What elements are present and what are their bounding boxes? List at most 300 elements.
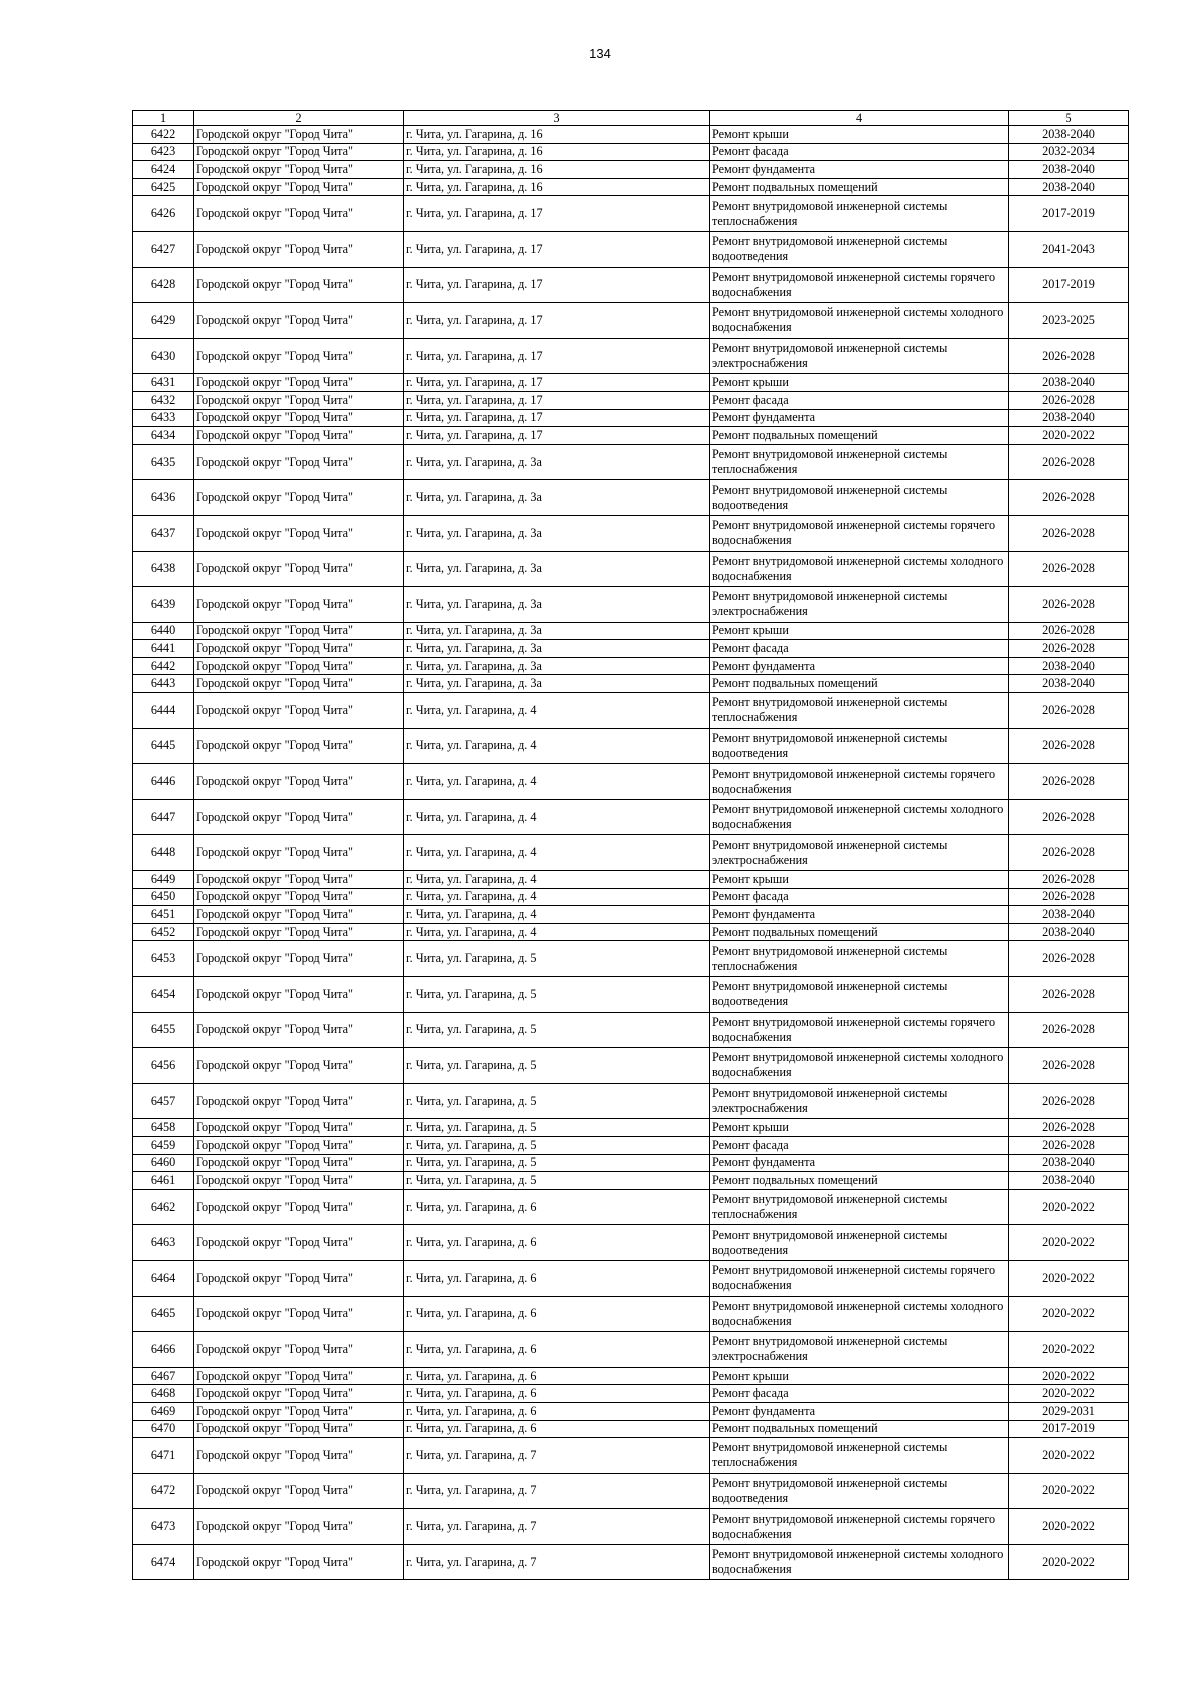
cell-municipality: Городской округ "Город Чита" bbox=[194, 338, 404, 374]
cell-address: г. Чита, ул. Гагарина, д. 7 bbox=[404, 1509, 710, 1545]
cell-municipality: Городской округ "Город Чита" bbox=[194, 640, 404, 658]
table-row bbox=[133, 835, 1129, 871]
cell-work-type: Ремонт фасада bbox=[710, 888, 1009, 906]
cell-address: г. Чита, ул. Гагарина, д. 5 bbox=[404, 941, 710, 977]
cell-municipality: Городской округ "Город Чита" bbox=[194, 1260, 404, 1296]
table-row bbox=[133, 1048, 1129, 1084]
table-row bbox=[133, 871, 1129, 889]
cell-work-type: Ремонт внутридомовой инженерной системы горячего водоснабжения bbox=[710, 1260, 1009, 1296]
table-row bbox=[133, 1438, 1129, 1474]
cell-row-number: 6435 bbox=[133, 444, 194, 480]
cell-period: 2026-2028 bbox=[1009, 515, 1129, 551]
cell-work-type: Ремонт внутридомовой инженерной системы холодного водоснабжения bbox=[710, 799, 1009, 835]
cell-address: г. Чита, ул. Гагарина, д. 4 bbox=[404, 923, 710, 941]
cell-period: 2020-2022 bbox=[1009, 1385, 1129, 1403]
cell-municipality: Городской округ "Город Чита" bbox=[194, 941, 404, 977]
cell-address: г. Чита, ул. Гагарина, д. 7 bbox=[404, 1544, 710, 1580]
table-row bbox=[133, 143, 1129, 161]
cell-municipality: Городской округ "Город Чита" bbox=[194, 480, 404, 516]
table-row bbox=[133, 941, 1129, 977]
cell-row-number: 6443 bbox=[133, 675, 194, 693]
cell-period: 2038-2040 bbox=[1009, 178, 1129, 196]
table-row bbox=[133, 196, 1129, 232]
cell-row-number: 6468 bbox=[133, 1385, 194, 1403]
table-row bbox=[133, 1136, 1129, 1154]
cell-row-number: 6464 bbox=[133, 1260, 194, 1296]
cell-period: 2038-2040 bbox=[1009, 126, 1129, 144]
cell-municipality: Городской округ "Город Чита" bbox=[194, 374, 404, 392]
cell-row-number: 6473 bbox=[133, 1509, 194, 1545]
table-row bbox=[133, 338, 1129, 374]
table-row bbox=[133, 267, 1129, 303]
cell-period: 2038-2040 bbox=[1009, 657, 1129, 675]
cell-address: г. Чита, ул. Гагарина, д. 3а bbox=[404, 622, 710, 640]
cell-municipality: Городской округ "Город Чита" bbox=[194, 267, 404, 303]
cell-work-type: Ремонт крыши bbox=[710, 1367, 1009, 1385]
repair-schedule-table bbox=[132, 110, 1129, 1580]
cell-work-type: Ремонт внутридомовой инженерной системы холодного водоснабжения bbox=[710, 303, 1009, 339]
cell-address: г. Чита, ул. Гагарина, д. 17 bbox=[404, 231, 710, 267]
table-row bbox=[133, 888, 1129, 906]
cell-municipality: Городской округ "Город Чита" bbox=[194, 977, 404, 1013]
cell-work-type: Ремонт внутридомовой инженерной системы водоотведения bbox=[710, 977, 1009, 1013]
cell-work-type: Ремонт внутридомовой инженерной системы электроснабжения bbox=[710, 338, 1009, 374]
cell-municipality: Городской округ "Город Чита" bbox=[194, 515, 404, 551]
cell-row-number: 6453 bbox=[133, 941, 194, 977]
cell-municipality: Городской округ "Город Чита" bbox=[194, 1332, 404, 1368]
cell-address: г. Чита, ул. Гагарина, д. 17 bbox=[404, 267, 710, 303]
cell-work-type: Ремонт внутридомовой инженерной системы электроснабжения bbox=[710, 835, 1009, 871]
cell-work-type: Ремонт внутридомовой инженерной системы водоотведения bbox=[710, 728, 1009, 764]
cell-period: 2026-2028 bbox=[1009, 444, 1129, 480]
cell-row-number: 6431 bbox=[133, 374, 194, 392]
cell-row-number: 6428 bbox=[133, 267, 194, 303]
cell-period: 2038-2040 bbox=[1009, 1172, 1129, 1190]
cell-municipality: Городской округ "Город Чита" bbox=[194, 1385, 404, 1403]
table-row bbox=[133, 391, 1129, 409]
cell-address: г. Чита, ул. Гагарина, д. 3а bbox=[404, 515, 710, 551]
table-row bbox=[133, 799, 1129, 835]
cell-municipality: Городской округ "Город Чита" bbox=[194, 1296, 404, 1332]
cell-municipality: Городской округ "Город Чита" bbox=[194, 888, 404, 906]
cell-row-number: 6427 bbox=[133, 231, 194, 267]
cell-period: 2017-2019 bbox=[1009, 196, 1129, 232]
cell-period: 2041-2043 bbox=[1009, 231, 1129, 267]
cell-address: г. Чита, ул. Гагарина, д. 3а bbox=[404, 657, 710, 675]
cell-address: г. Чита, ул. Гагарина, д. 17 bbox=[404, 374, 710, 392]
cell-municipality: Городской округ "Город Чита" bbox=[194, 728, 404, 764]
table-row bbox=[133, 303, 1129, 339]
cell-period: 2020-2022 bbox=[1009, 1367, 1129, 1385]
header-col-3: 3 bbox=[404, 111, 710, 126]
cell-period: 2020-2022 bbox=[1009, 1260, 1129, 1296]
cell-row-number: 6463 bbox=[133, 1225, 194, 1261]
cell-work-type: Ремонт фундамента bbox=[710, 1402, 1009, 1420]
cell-municipality: Городской округ "Город Чита" bbox=[194, 303, 404, 339]
cell-period: 2026-2028 bbox=[1009, 764, 1129, 800]
cell-address: г. Чита, ул. Гагарина, д. 6 bbox=[404, 1225, 710, 1261]
cell-work-type: Ремонт внутридомовой инженерной системы холодного водоснабжения bbox=[710, 1544, 1009, 1580]
cell-period: 2017-2019 bbox=[1009, 1420, 1129, 1438]
table-row bbox=[133, 1119, 1129, 1137]
cell-work-type: Ремонт внутридомовой инженерной системы теплоснабжения bbox=[710, 941, 1009, 977]
cell-municipality: Городской округ "Город Чита" bbox=[194, 1473, 404, 1509]
cell-municipality: Городской округ "Город Чита" bbox=[194, 391, 404, 409]
cell-row-number: 6471 bbox=[133, 1438, 194, 1474]
cell-address: г. Чита, ул. Гагарина, д. 7 bbox=[404, 1438, 710, 1474]
cell-period: 2026-2028 bbox=[1009, 480, 1129, 516]
cell-row-number: 6447 bbox=[133, 799, 194, 835]
table-body bbox=[133, 126, 1129, 1580]
cell-row-number: 6462 bbox=[133, 1189, 194, 1225]
cell-work-type: Ремонт крыши bbox=[710, 871, 1009, 889]
table-row bbox=[133, 1544, 1129, 1580]
cell-period: 2026-2028 bbox=[1009, 693, 1129, 729]
cell-work-type: Ремонт внутридомовой инженерной системы теплоснабжения bbox=[710, 693, 1009, 729]
cell-work-type: Ремонт внутридомовой инженерной системы горячего водоснабжения bbox=[710, 515, 1009, 551]
cell-work-type: Ремонт фасада bbox=[710, 391, 1009, 409]
cell-municipality: Городской округ "Город Чита" bbox=[194, 1012, 404, 1048]
cell-work-type: Ремонт подвальных помещений bbox=[710, 1420, 1009, 1438]
cell-address: г. Чита, ул. Гагарина, д. 5 bbox=[404, 1119, 710, 1137]
cell-row-number: 6439 bbox=[133, 587, 194, 623]
cell-work-type: Ремонт крыши bbox=[710, 126, 1009, 144]
cell-row-number: 6444 bbox=[133, 693, 194, 729]
cell-municipality: Городской округ "Город Чита" bbox=[194, 657, 404, 675]
cell-address: г. Чита, ул. Гагарина, д. 5 bbox=[404, 1012, 710, 1048]
cell-period: 2032-2034 bbox=[1009, 143, 1129, 161]
header-col-4: 4 bbox=[710, 111, 1009, 126]
cell-row-number: 6456 bbox=[133, 1048, 194, 1084]
cell-period: 2026-2028 bbox=[1009, 1048, 1129, 1084]
cell-municipality: Городской округ "Город Чита" bbox=[194, 764, 404, 800]
cell-row-number: 6449 bbox=[133, 871, 194, 889]
cell-row-number: 6467 bbox=[133, 1367, 194, 1385]
cell-address: г. Чита, ул. Гагарина, д. 17 bbox=[404, 338, 710, 374]
table-row bbox=[133, 728, 1129, 764]
cell-row-number: 6472 bbox=[133, 1473, 194, 1509]
cell-address: г. Чита, ул. Гагарина, д. 5 bbox=[404, 1172, 710, 1190]
cell-municipality: Городской округ "Город Чита" bbox=[194, 427, 404, 445]
cell-row-number: 6466 bbox=[133, 1332, 194, 1368]
cell-period: 2026-2028 bbox=[1009, 1012, 1129, 1048]
cell-row-number: 6434 bbox=[133, 427, 194, 445]
cell-period: 2020-2022 bbox=[1009, 1189, 1129, 1225]
table-row bbox=[133, 515, 1129, 551]
table-row bbox=[133, 231, 1129, 267]
cell-row-number: 6455 bbox=[133, 1012, 194, 1048]
cell-work-type: Ремонт внутридомовой инженерной системы водоотведения bbox=[710, 1225, 1009, 1261]
cell-period: 2026-2028 bbox=[1009, 1136, 1129, 1154]
cell-work-type: Ремонт внутридомовой инженерной системы холодного водоснабжения bbox=[710, 1296, 1009, 1332]
table-row bbox=[133, 444, 1129, 480]
cell-municipality: Городской округ "Город Чита" bbox=[194, 906, 404, 924]
cell-row-number: 6452 bbox=[133, 923, 194, 941]
cell-municipality: Городской округ "Город Чита" bbox=[194, 196, 404, 232]
table-row bbox=[133, 480, 1129, 516]
cell-row-number: 6451 bbox=[133, 906, 194, 924]
table-row bbox=[133, 1296, 1129, 1332]
cell-period: 2026-2028 bbox=[1009, 587, 1129, 623]
cell-municipality: Городской округ "Город Чита" bbox=[194, 1402, 404, 1420]
cell-period: 2026-2028 bbox=[1009, 1119, 1129, 1137]
cell-period: 2020-2022 bbox=[1009, 1225, 1129, 1261]
table-row bbox=[133, 1420, 1129, 1438]
cell-period: 2029-2031 bbox=[1009, 1402, 1129, 1420]
cell-address: г. Чита, ул. Гагарина, д. 6 bbox=[404, 1420, 710, 1438]
table-row bbox=[133, 551, 1129, 587]
cell-work-type: Ремонт подвальных помещений bbox=[710, 923, 1009, 941]
table-row bbox=[133, 427, 1129, 445]
cell-row-number: 6440 bbox=[133, 622, 194, 640]
cell-row-number: 6450 bbox=[133, 888, 194, 906]
cell-period: 2020-2022 bbox=[1009, 1509, 1129, 1545]
cell-work-type: Ремонт фундамента bbox=[710, 409, 1009, 427]
cell-row-number: 6425 bbox=[133, 178, 194, 196]
table-row bbox=[133, 1172, 1129, 1190]
cell-address: г. Чита, ул. Гагарина, д. 16 bbox=[404, 178, 710, 196]
cell-municipality: Городской округ "Город Чита" bbox=[194, 231, 404, 267]
cell-period: 2038-2040 bbox=[1009, 675, 1129, 693]
cell-work-type: Ремонт внутридомовой инженерной системы горячего водоснабжения bbox=[710, 764, 1009, 800]
cell-period: 2026-2028 bbox=[1009, 941, 1129, 977]
table-row bbox=[133, 923, 1129, 941]
cell-period: 2026-2028 bbox=[1009, 1083, 1129, 1119]
cell-period: 2020-2022 bbox=[1009, 1473, 1129, 1509]
cell-address: г. Чита, ул. Гагарина, д. 17 bbox=[404, 409, 710, 427]
cell-period: 2026-2028 bbox=[1009, 391, 1129, 409]
table-row bbox=[133, 1332, 1129, 1368]
cell-row-number: 6441 bbox=[133, 640, 194, 658]
cell-work-type: Ремонт внутридомовой инженерной системы теплоснабжения bbox=[710, 196, 1009, 232]
cell-address: г. Чита, ул. Гагарина, д. 4 bbox=[404, 888, 710, 906]
cell-row-number: 6436 bbox=[133, 480, 194, 516]
cell-period: 2020-2022 bbox=[1009, 1296, 1129, 1332]
table-header bbox=[133, 111, 1129, 126]
header-col-2: 2 bbox=[194, 111, 404, 126]
table-row bbox=[133, 675, 1129, 693]
cell-municipality: Городской округ "Город Чита" bbox=[194, 1225, 404, 1261]
cell-address: г. Чита, ул. Гагарина, д. 17 bbox=[404, 196, 710, 232]
header-row bbox=[133, 111, 1129, 126]
cell-row-number: 6461 bbox=[133, 1172, 194, 1190]
cell-work-type: Ремонт фасада bbox=[710, 1385, 1009, 1403]
cell-period: 2026-2028 bbox=[1009, 835, 1129, 871]
cell-address: г. Чита, ул. Гагарина, д. 4 bbox=[404, 728, 710, 764]
cell-period: 2020-2022 bbox=[1009, 1438, 1129, 1474]
cell-row-number: 6432 bbox=[133, 391, 194, 409]
cell-row-number: 6460 bbox=[133, 1154, 194, 1172]
cell-row-number: 6442 bbox=[133, 657, 194, 675]
table-row bbox=[133, 178, 1129, 196]
table-row bbox=[133, 1012, 1129, 1048]
table-row bbox=[133, 1385, 1129, 1403]
cell-work-type: Ремонт внутридомовой инженерной системы теплоснабжения bbox=[710, 1438, 1009, 1474]
cell-municipality: Городской округ "Город Чита" bbox=[194, 923, 404, 941]
cell-municipality: Городской округ "Город Чита" bbox=[194, 551, 404, 587]
cell-period: 2020-2022 bbox=[1009, 427, 1129, 445]
cell-period: 2026-2028 bbox=[1009, 888, 1129, 906]
cell-period: 2038-2040 bbox=[1009, 374, 1129, 392]
cell-work-type: Ремонт внутридомовой инженерной системы электроснабжения bbox=[710, 1332, 1009, 1368]
cell-period: 2020-2022 bbox=[1009, 1544, 1129, 1580]
cell-row-number: 6448 bbox=[133, 835, 194, 871]
cell-period: 2026-2028 bbox=[1009, 977, 1129, 1013]
cell-municipality: Городской округ "Город Чита" bbox=[194, 1136, 404, 1154]
table-row bbox=[133, 1260, 1129, 1296]
cell-municipality: Городской округ "Город Чита" bbox=[194, 409, 404, 427]
cell-municipality: Городской округ "Город Чита" bbox=[194, 1172, 404, 1190]
table-row bbox=[133, 1509, 1129, 1545]
cell-period: 2026-2028 bbox=[1009, 338, 1129, 374]
cell-row-number: 6438 bbox=[133, 551, 194, 587]
cell-row-number: 6465 bbox=[133, 1296, 194, 1332]
cell-municipality: Городской округ "Город Чита" bbox=[194, 835, 404, 871]
cell-row-number: 6458 bbox=[133, 1119, 194, 1137]
cell-municipality: Городской округ "Город Чита" bbox=[194, 143, 404, 161]
cell-period: 2026-2028 bbox=[1009, 871, 1129, 889]
cell-address: г. Чита, ул. Гагарина, д. 16 bbox=[404, 126, 710, 144]
cell-address: г. Чита, ул. Гагарина, д. 3а bbox=[404, 640, 710, 658]
table-row bbox=[133, 693, 1129, 729]
cell-work-type: Ремонт внутридомовой инженерной системы холодного водоснабжения bbox=[710, 1048, 1009, 1084]
table-row bbox=[133, 906, 1129, 924]
cell-work-type: Ремонт внутридомовой инженерной системы водоотведения bbox=[710, 480, 1009, 516]
cell-municipality: Городской округ "Город Чита" bbox=[194, 799, 404, 835]
cell-work-type: Ремонт внутридомовой инженерной системы электроснабжения bbox=[710, 587, 1009, 623]
cell-period: 2038-2040 bbox=[1009, 161, 1129, 179]
table-row bbox=[133, 374, 1129, 392]
table-row bbox=[133, 1402, 1129, 1420]
cell-row-number: 6445 bbox=[133, 728, 194, 764]
cell-row-number: 6429 bbox=[133, 303, 194, 339]
cell-address: г. Чита, ул. Гагарина, д. 5 bbox=[404, 1136, 710, 1154]
cell-municipality: Городской округ "Город Чита" bbox=[194, 1509, 404, 1545]
cell-address: г. Чита, ул. Гагарина, д. 16 bbox=[404, 143, 710, 161]
cell-row-number: 6457 bbox=[133, 1083, 194, 1119]
table-row bbox=[133, 1189, 1129, 1225]
table-row bbox=[133, 1225, 1129, 1261]
table-row bbox=[133, 1154, 1129, 1172]
cell-municipality: Городской округ "Город Чита" bbox=[194, 1438, 404, 1474]
cell-row-number: 6423 bbox=[133, 143, 194, 161]
cell-municipality: Городской округ "Город Чита" bbox=[194, 871, 404, 889]
cell-period: 2026-2028 bbox=[1009, 728, 1129, 764]
cell-work-type: Ремонт фасада bbox=[710, 640, 1009, 658]
table-row bbox=[133, 764, 1129, 800]
cell-row-number: 6430 bbox=[133, 338, 194, 374]
cell-period: 2038-2040 bbox=[1009, 923, 1129, 941]
cell-address: г. Чита, ул. Гагарина, д. 6 bbox=[404, 1385, 710, 1403]
cell-row-number: 6454 bbox=[133, 977, 194, 1013]
cell-work-type: Ремонт внутридомовой инженерной системы водоотведения bbox=[710, 1473, 1009, 1509]
cell-address: г. Чита, ул. Гагарина, д. 4 bbox=[404, 764, 710, 800]
cell-municipality: Городской округ "Город Чита" bbox=[194, 178, 404, 196]
cell-row-number: 6424 bbox=[133, 161, 194, 179]
cell-address: г. Чита, ул. Гагарина, д. 17 bbox=[404, 303, 710, 339]
cell-work-type: Ремонт фасада bbox=[710, 143, 1009, 161]
cell-row-number: 6470 bbox=[133, 1420, 194, 1438]
cell-municipality: Городской округ "Город Чита" bbox=[194, 1154, 404, 1172]
cell-address: г. Чита, ул. Гагарина, д. 6 bbox=[404, 1367, 710, 1385]
cell-address: г. Чита, ул. Гагарина, д. 3а bbox=[404, 444, 710, 480]
cell-municipality: Городской округ "Город Чита" bbox=[194, 1119, 404, 1137]
cell-period: 2038-2040 bbox=[1009, 1154, 1129, 1172]
cell-period: 2026-2028 bbox=[1009, 622, 1129, 640]
cell-work-type: Ремонт крыши bbox=[710, 1119, 1009, 1137]
table-row bbox=[133, 1473, 1129, 1509]
cell-municipality: Городской округ "Город Чита" bbox=[194, 444, 404, 480]
cell-work-type: Ремонт внутридомовой инженерной системы горячего водоснабжения bbox=[710, 1509, 1009, 1545]
cell-period: 2038-2040 bbox=[1009, 409, 1129, 427]
table-row bbox=[133, 622, 1129, 640]
cell-address: г. Чита, ул. Гагарина, д. 3а bbox=[404, 587, 710, 623]
cell-period: 2026-2028 bbox=[1009, 640, 1129, 658]
table-row bbox=[133, 161, 1129, 179]
cell-work-type: Ремонт подвальных помещений bbox=[710, 675, 1009, 693]
cell-address: г. Чита, ул. Гагарина, д. 6 bbox=[404, 1402, 710, 1420]
cell-work-type: Ремонт подвальных помещений bbox=[710, 427, 1009, 445]
table-row bbox=[133, 409, 1129, 427]
cell-work-type: Ремонт фундамента bbox=[710, 657, 1009, 675]
cell-work-type: Ремонт фасада bbox=[710, 1136, 1009, 1154]
table-row bbox=[133, 587, 1129, 623]
cell-address: г. Чита, ул. Гагарина, д. 3а bbox=[404, 551, 710, 587]
cell-period: 2023-2025 bbox=[1009, 303, 1129, 339]
cell-municipality: Городской округ "Город Чита" bbox=[194, 1367, 404, 1385]
cell-municipality: Городской округ "Город Чита" bbox=[194, 1189, 404, 1225]
cell-municipality: Городской округ "Город Чита" bbox=[194, 126, 404, 144]
cell-municipality: Городской округ "Город Чита" bbox=[194, 693, 404, 729]
cell-row-number: 6446 bbox=[133, 764, 194, 800]
cell-municipality: Городской округ "Город Чита" bbox=[194, 1544, 404, 1580]
cell-municipality: Городской округ "Город Чита" bbox=[194, 1048, 404, 1084]
header-col-5: 5 bbox=[1009, 111, 1129, 126]
cell-municipality: Городской округ "Город Чита" bbox=[194, 161, 404, 179]
cell-municipality: Городской округ "Город Чита" bbox=[194, 587, 404, 623]
cell-address: г. Чита, ул. Гагарина, д. 17 bbox=[404, 427, 710, 445]
cell-address: г. Чита, ул. Гагарина, д. 6 bbox=[404, 1332, 710, 1368]
cell-address: г. Чита, ул. Гагарина, д. 4 bbox=[404, 799, 710, 835]
cell-municipality: Городской округ "Город Чита" bbox=[194, 1420, 404, 1438]
cell-period: 2026-2028 bbox=[1009, 799, 1129, 835]
cell-work-type: Ремонт фундамента bbox=[710, 161, 1009, 179]
cell-address: г. Чита, ул. Гагарина, д. 4 bbox=[404, 835, 710, 871]
cell-work-type: Ремонт подвальных помещений bbox=[710, 1172, 1009, 1190]
cell-municipality: Городской округ "Город Чита" bbox=[194, 675, 404, 693]
cell-row-number: 6474 bbox=[133, 1544, 194, 1580]
cell-row-number: 6433 bbox=[133, 409, 194, 427]
cell-work-type: Ремонт внутридомовой инженерной системы электроснабжения bbox=[710, 1083, 1009, 1119]
cell-work-type: Ремонт внутридомовой инженерной системы горячего водоснабжения bbox=[710, 267, 1009, 303]
cell-address: г. Чита, ул. Гагарина, д. 6 bbox=[404, 1189, 710, 1225]
cell-address: г. Чита, ул. Гагарина, д. 5 bbox=[404, 977, 710, 1013]
table-row bbox=[133, 977, 1129, 1013]
cell-address: г. Чита, ул. Гагарина, д. 6 bbox=[404, 1260, 710, 1296]
cell-address: г. Чита, ул. Гагарина, д. 6 bbox=[404, 1296, 710, 1332]
cell-municipality: Городской округ "Город Чита" bbox=[194, 622, 404, 640]
cell-row-number: 6426 bbox=[133, 196, 194, 232]
cell-address: г. Чита, ул. Гагарина, д. 3а bbox=[404, 480, 710, 516]
cell-row-number: 6422 bbox=[133, 126, 194, 144]
table-row bbox=[133, 640, 1129, 658]
cell-address: г. Чита, ул. Гагарина, д. 5 bbox=[404, 1154, 710, 1172]
cell-address: г. Чита, ул. Гагарина, д. 4 bbox=[404, 871, 710, 889]
cell-row-number: 6437 bbox=[133, 515, 194, 551]
cell-work-type: Ремонт крыши bbox=[710, 374, 1009, 392]
cell-row-number: 6469 bbox=[133, 1402, 194, 1420]
cell-row-number: 6459 bbox=[133, 1136, 194, 1154]
